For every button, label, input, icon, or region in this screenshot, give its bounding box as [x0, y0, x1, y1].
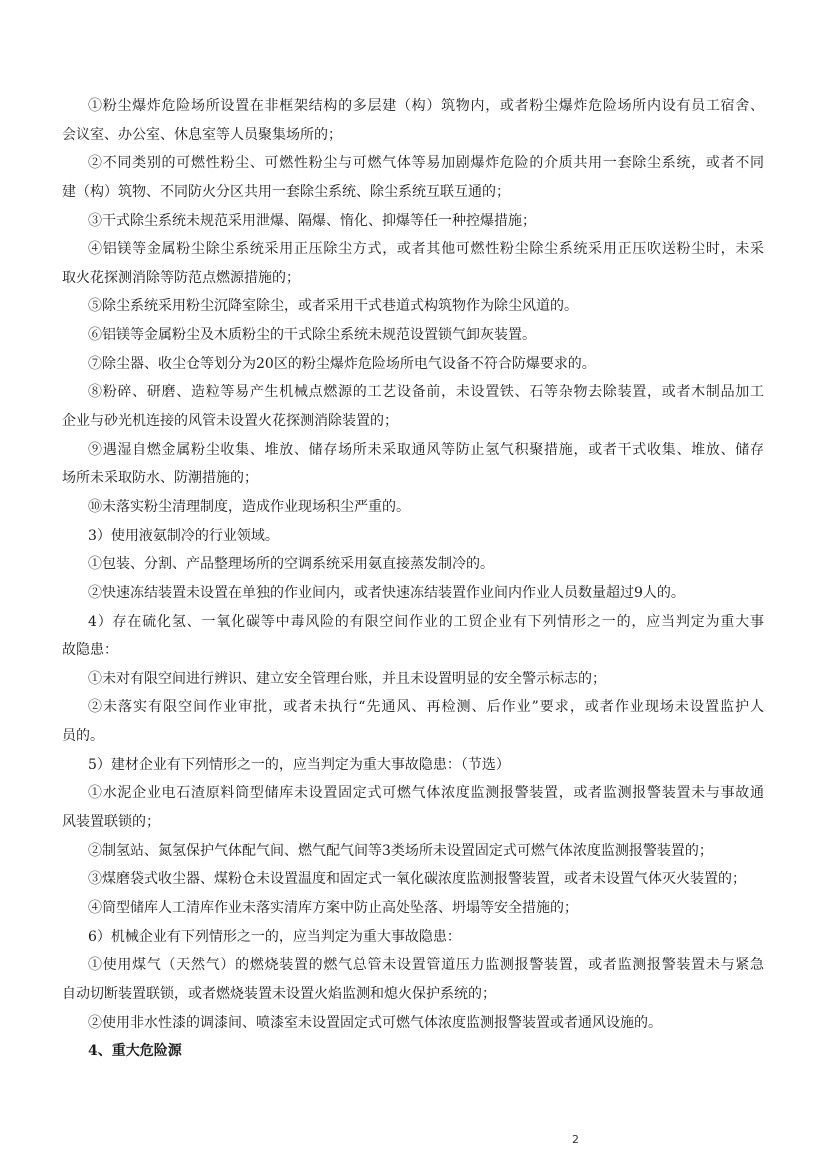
text-line: 自动切断装置联锁，或者燃烧装置未设置火焰监测和熄火保护系统的；: [62, 985, 496, 1002]
paragraph: [62, 894, 764, 923]
paragraph: [62, 321, 764, 350]
text-line: 会议室、办公室、休息室等人员聚集场所的；: [62, 126, 342, 143]
text-line: 3）使用液氨制冷的行业领域。: [88, 527, 279, 544]
paragraph: [62, 493, 764, 522]
text-line: ②不同类别的可燃性粉尘、可燃性粉尘与可燃气体等易加剧爆炸危险的介质共用一套除尘系统，或者不同: [88, 155, 764, 172]
text-line: ①包装、分割、产品整理场所的空调系统采用氨直接蒸发制冷的。: [88, 556, 494, 573]
paragraph: [62, 779, 764, 836]
text-line: 故隐患：: [62, 642, 118, 659]
text-line: ⑩未落实粉尘清理制度，造成作业现场积尘严重的。: [88, 498, 410, 515]
text-line: 6）机械企业有下列情形之一的，应当判定为重大事故隐患：: [88, 928, 461, 945]
paragraph: [62, 665, 764, 694]
text-line: 4）存在硫化氢、一氧化碳等中毒风险的有限空间作业的工贸企业有下列情形之一的，应当判定为重大事: [88, 613, 764, 630]
paragraph: [62, 837, 764, 866]
text-line: ②使用非水性漆的调漆间、喷漆室未设置固定式可燃气体浓度监测报警装置或者通风设施的。: [88, 1014, 662, 1031]
paragraph: [62, 436, 764, 493]
paragraph: [62, 608, 764, 665]
paragraph: [62, 292, 764, 321]
text-line: ①使用煤气（天然气）的燃烧装置的燃气总管未设置管道压力监测报警装置，或者监测报警装置未与紧急: [88, 957, 764, 974]
page-number: 2: [572, 1133, 579, 1146]
text-line: ⑥铝镁等金属粉尘及木质粉尘的干式除尘系统未规范设置锁气卸灰装置。: [88, 327, 536, 344]
paragraph: [62, 207, 764, 236]
text-line: 企业与砂光机连接的风管未设置火花探测消除装置的；: [62, 413, 398, 430]
text-line: 场所未采取防水、防潮措施的；: [62, 470, 258, 487]
paragraph: [62, 579, 764, 608]
section-heading: 4、重大危险源: [88, 1043, 182, 1060]
text-line: ①水泥企业电石渣原料筒型储库未设置固定式可燃气体浓度监测报警装置，或者监测报警装置未与事故通: [88, 785, 764, 802]
text-line: ①粉尘爆炸危险场所设置在非框架结构的多层建（构）筑物内，或者粉尘爆炸危险场所内设有员工宿舍、: [88, 98, 764, 114]
paragraph: [62, 550, 764, 579]
document-body: [62, 92, 764, 1066]
text-line: ③煤磨袋式收尘器、煤粉仓未设置温度和固定式一氧化碳浓度监测报警装置，或者未设置气体灭火装置的；: [88, 871, 746, 888]
paragraph: [62, 751, 764, 780]
text-line: ②制氢站、氮氢保护气体配气间、燃气配气间等3类场所未设置固定式可燃气体浓度监测报警装置的；: [88, 842, 713, 859]
text-line: ⑧粉碎、研磨、造粒等易产生机械点燃源的工艺设备前，未设置铁、石等杂物去除装置，或者木制品加工: [88, 384, 764, 401]
paragraph: [62, 522, 764, 551]
text-line: ⑨遇湿自燃金属粉尘收集、堆放、储存场所未采取通风等防止氢气积聚措施，或者干式收集、堆放、储存: [88, 441, 764, 458]
paragraph: [62, 92, 764, 149]
text-line: ⑦除尘器、收尘仓等划分为20区的粉尘爆炸危险场所电气设备不符合防爆要求的。: [88, 355, 596, 372]
text-line: 5）建材企业有下列情形之一的，应当判定为重大事故隐患：（节选）: [88, 756, 510, 773]
text-line: ①未对有限空间进行辨识、建立安全管理台账，并且未设置明显的安全警示标志的；: [88, 670, 606, 687]
paragraph: [62, 1009, 764, 1038]
paragraph: [62, 149, 764, 206]
text-line: 取火花探测消除等防范点燃源措施的；: [62, 269, 300, 286]
text-line: ④筒型储库人工清库作业未落实清库方案中防止高处坠落、坍塌等安全措施的；: [88, 899, 578, 916]
text-line: ④铝镁等金属粉尘除尘系统采用正压除尘方式，或者其他可燃性粉尘除尘系统采用正压吹送粉尘时，未采: [88, 241, 764, 258]
paragraph: [62, 923, 764, 952]
text-line: ③干式除尘系统未规范采用泄爆、隔爆、惰化、抑爆等任一种控爆措施；: [88, 212, 536, 229]
paragraph: [62, 235, 764, 292]
paragraph: [62, 378, 764, 435]
text-line: 风装置联锁的；: [62, 814, 160, 831]
text-line: ②未落实有限空间作业审批，或者未执行“先通风、再检测、后作业”要求，或者作业现场未设置监护人: [88, 699, 764, 716]
paragraph: [62, 693, 764, 750]
paragraph: [62, 865, 764, 894]
text-line: ⑤除尘系统采用粉尘沉降室除尘，或者采用干式巷道式构筑物作为除尘风道的。: [88, 298, 578, 315]
paragraph: [62, 951, 764, 1008]
paragraph: [62, 350, 764, 379]
text-line: ②快速冻结装置未设置在单独的作业间内，或者快速冻结装置作业间内作业人员数量超过9人的。: [88, 584, 685, 601]
text-line: 员的。: [62, 728, 104, 745]
text-line: 建（构）筑物、不同防火分区共用一套除尘系统、除尘系统互联互通的；: [62, 183, 510, 200]
